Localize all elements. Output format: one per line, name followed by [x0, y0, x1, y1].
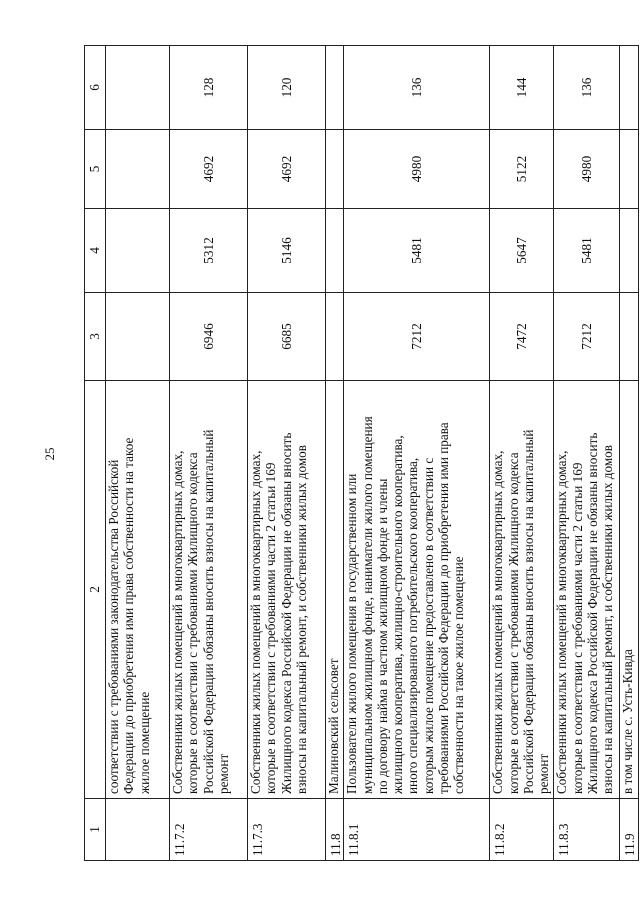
description-line: Собственники жилых помещений в многоквартирных домах,: [490, 450, 506, 794]
row-description: [620, 381, 638, 799]
row-number: 11.9: [620, 799, 638, 861]
value-col-3: 7472: [490, 293, 554, 381]
description-line: Малиновский сельсовет: [326, 658, 341, 794]
description-line: Федерации до приобретения ими права собственности на такое: [121, 437, 137, 794]
value-col-4: 5481: [344, 209, 490, 293]
value-col-6: 120: [248, 46, 326, 130]
description-line: Собственники жилых помещений в многоквартирных домах,: [248, 450, 263, 794]
description-line: ремонт: [536, 753, 552, 794]
row-number: 11.7.3: [248, 799, 326, 861]
value-col-5: [620, 130, 638, 209]
table-row: [344, 46, 490, 861]
value-col-5: 4980: [344, 130, 490, 209]
description-line: собственности на такое жилое помещение: [451, 556, 467, 794]
description-line: Жилищного кодекса Российской Федерации не обязаны вносить: [278, 432, 294, 794]
description-line: муниципальном жилищном фонде, наниматели жилого помещения: [359, 416, 375, 794]
column-header: 3: [85, 293, 106, 381]
header-row: [85, 46, 106, 861]
value-col-6: 136: [344, 46, 490, 130]
description-line: иного специализированного потребительского кооператива,: [405, 457, 421, 794]
value-col-5: [106, 130, 170, 209]
value-col-6: [620, 46, 638, 130]
value-col-5: 4692: [248, 130, 326, 209]
value-col-3: [106, 293, 170, 381]
column-header: 5: [85, 130, 106, 209]
table-row: [490, 46, 554, 861]
description-line: Собственники жилых помещений в многоквартирных домах,: [170, 450, 185, 794]
value-col-5: 4980: [554, 130, 620, 209]
description-line: по договору найма в частном жилищном фонде и члены: [374, 478, 390, 794]
value-col-6: 128: [170, 46, 248, 130]
value-col-4: [620, 209, 638, 293]
description-line: жилищного кооператива, жилищно-строительного кооператива,: [390, 435, 406, 794]
row-description: [554, 381, 620, 799]
value-col-4: 5146: [248, 209, 326, 293]
table-row: [326, 46, 344, 861]
value-col-4: [106, 209, 170, 293]
value-col-6: [106, 46, 170, 130]
column-header: 6: [85, 46, 106, 130]
tariff-table: [84, 45, 639, 861]
value-col-3: 7212: [554, 293, 620, 381]
table-row: [620, 46, 638, 861]
description-line: соответствии с требованиями законодательства Российской: [106, 459, 121, 794]
value-col-5: 5122: [490, 130, 554, 209]
value-col-3: 6946: [170, 293, 248, 381]
value-col-4: 5481: [554, 209, 620, 293]
page-body: [84, 46, 638, 861]
value-col-4: 5312: [170, 209, 248, 293]
row-number: 11.8.1: [344, 799, 490, 861]
row-number: 11.8.3: [554, 799, 620, 861]
description-line: которые в соответствии с требованиями Жилищного кодекса: [185, 452, 201, 794]
row-description: [106, 381, 170, 799]
table-row: [248, 46, 326, 861]
description-line: которые в соответствии с требованиями Жилищного кодекса: [505, 452, 521, 794]
table-row: [170, 46, 248, 861]
row-description: [326, 381, 344, 799]
value-col-4: 5647: [490, 209, 554, 293]
description-line: которые в соответствии с требованиями части 2 статьи 169: [569, 462, 585, 794]
description-line: Российской Федерации обязаны вносить взносы на капитальный: [520, 429, 536, 794]
description-line: жилое помещение: [136, 691, 152, 794]
value-col-3: 6685: [248, 293, 326, 381]
description-line: Пользователи жилого помещения в государственном или: [344, 473, 360, 794]
value-col-3: 7212: [344, 293, 490, 381]
row-number: 11.8.2: [490, 799, 554, 861]
description-line: взносы на капитальный ремонт, и собственники жилых домов: [293, 445, 309, 794]
rotated-table-wrapper: [84, 46, 638, 861]
row-number: 11.7.2: [170, 799, 248, 861]
value-col-6: 144: [490, 46, 554, 130]
description-line: требованиями Российской Федерации до приобретения ими права: [436, 422, 452, 794]
description-line: Российской Федерации обязаны вносить взносы на капитальный: [200, 429, 216, 794]
value-col-3: [620, 293, 638, 381]
description-line: которые в соответствии с требованиями части 2 статьи 169: [263, 462, 279, 794]
row-description: [490, 381, 554, 799]
description-line: Собственники жилых помещений в многоквартирных домах,: [554, 450, 570, 794]
value-col-5: 4692: [170, 130, 248, 209]
table-row: [106, 46, 170, 861]
description-line: ремонт: [215, 753, 231, 794]
value-col-6: [326, 46, 344, 130]
description-line: в том числе с. Усть-Кивда: [620, 649, 636, 794]
value-col-6: 136: [554, 46, 620, 130]
description-line: которым жилое помещение предоставлено в соответствии с: [420, 457, 436, 794]
value-col-3: [326, 293, 344, 381]
table-row: [554, 46, 620, 861]
row-description: [248, 381, 326, 799]
value-col-5: [326, 130, 344, 209]
column-header: 4: [85, 209, 106, 293]
row-description: [170, 381, 248, 799]
row-description: [344, 381, 490, 799]
description-line: взносы на капитальный ремонт, и собственники жилых домов: [600, 445, 616, 794]
column-header: 2: [85, 381, 106, 799]
row-number: 11.8: [326, 799, 344, 861]
row-number: [106, 799, 170, 861]
page-number: 25: [42, 447, 57, 461]
column-header: 1: [85, 799, 106, 861]
description-line: Жилищного кодекса Российской Федерации не обязаны вносить: [584, 432, 600, 794]
value-col-4: [326, 209, 344, 293]
